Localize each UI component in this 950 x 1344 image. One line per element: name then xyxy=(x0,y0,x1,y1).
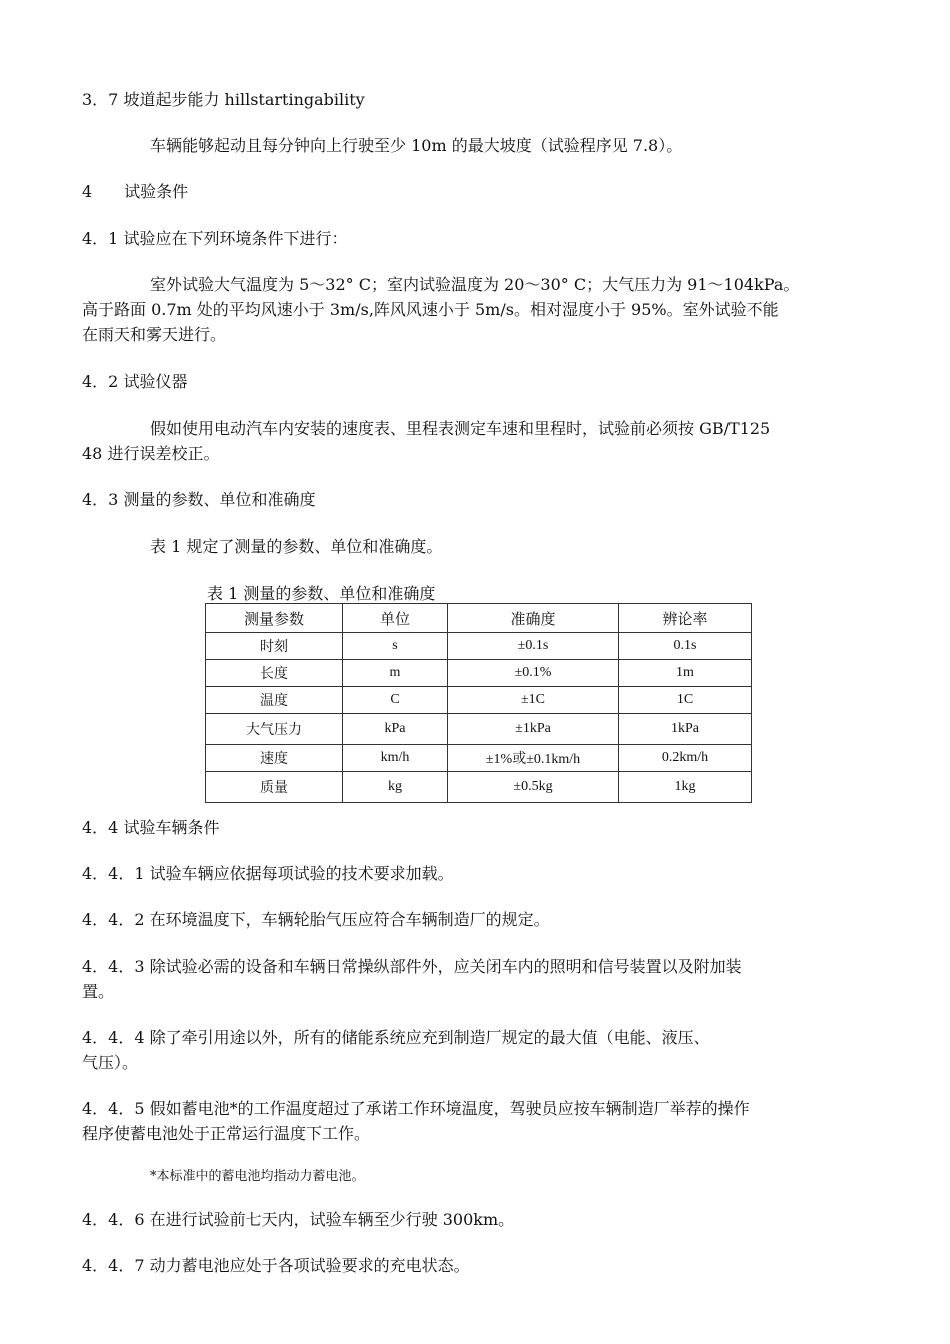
table-row xyxy=(206,714,752,745)
table-row xyxy=(206,660,752,687)
section-4-4-5-line1: 4．4．5 假如蓄电池*的工作温度超过了承诺工作环境温度，驾驶员应按车辆制造厂举荐的操作 xyxy=(82,1099,750,1118)
table-row xyxy=(206,633,752,660)
table-cell: 0.1s xyxy=(619,633,752,660)
section-4-4-6: 4．4．6 在进行试验前七天内，试验车辆至少行驶 300km。 xyxy=(82,1210,515,1229)
table-caption: 表 1 测量的参数、单位和准确度 xyxy=(207,584,436,603)
section-4-1-text-line1: 室外试验大气温度为 5～32° C；室内试验温度为 20～30° C；大气压力为 91～104kPa。 xyxy=(150,275,800,294)
section-3-7-title: 3．7 坡道起步能力 hillstartingability xyxy=(82,90,365,109)
section-4-3-text: 表 1 规定了测量的参数、单位和准确度。 xyxy=(150,537,443,556)
section-4-4-title: 4．4 试验车辆条件 xyxy=(82,818,220,837)
section-4-2-text-line2: 48 进行误差校正。 xyxy=(82,444,220,463)
section-4-4-2: 4．4．2 在环境温度下，车辆轮胎气压应符合车辆制造厂的规定。 xyxy=(82,910,550,929)
section-4-1-text-line3: 在雨天和雾天进行。 xyxy=(82,325,227,344)
table-cell: 大气压力 xyxy=(206,714,343,745)
table-cell: ±0.1% xyxy=(448,660,619,687)
table-header-cell: 单位 xyxy=(343,604,448,633)
table-cell: s xyxy=(343,633,448,660)
table-header-row xyxy=(206,604,752,633)
table-cell: ±1%或±0.1km/h xyxy=(448,745,619,772)
table-cell: 1C xyxy=(619,687,752,714)
table-cell: kPa xyxy=(343,714,448,745)
section-4-title: 4 试验条件 xyxy=(82,182,189,201)
table-cell: ±1C xyxy=(448,687,619,714)
table-row xyxy=(206,745,752,772)
table-cell: 1m xyxy=(619,660,752,687)
table-cell: 温度 xyxy=(206,687,343,714)
measurement-table xyxy=(205,603,752,803)
table-header-cell: 准确度 xyxy=(448,604,619,633)
table-cell: 0.2km/h xyxy=(619,745,752,772)
table-header-cell: 辨论率 xyxy=(619,604,752,633)
table-header-cell: 测量参数 xyxy=(206,604,343,633)
section-4-4-7: 4．4．7 动力蓄电池应处于各项试验要求的充电状态。 xyxy=(82,1256,470,1275)
table-cell: 速度 xyxy=(206,745,343,772)
section-4-1-text-line2: 高于路面 0.7m 处的平均风速小于 3m/s,阵风风速小于 5m/s。相对湿度小于 95%。室外试验不能 xyxy=(82,300,779,319)
table-cell: m xyxy=(343,660,448,687)
section-4-4-4-line2: 气压）。 xyxy=(82,1053,139,1072)
table-cell: km/h xyxy=(343,745,448,772)
table-cell: 长度 xyxy=(206,660,343,687)
table-row xyxy=(206,687,752,714)
table-cell: 1kg xyxy=(619,772,752,803)
table-cell: 质量 xyxy=(206,772,343,803)
section-4-4-4-line1: 4．4．4 除了牵引用途以外，所有的储能系统应充到制造厂规定的最大值（电能、液压、 xyxy=(82,1028,710,1047)
section-4-2-text-line1: 假如使用电动汽车内安装的速度表、里程表测定车速和里程时，试验前必须按 GB/T125 xyxy=(150,419,771,438)
table-cell: 1kPa xyxy=(619,714,752,745)
table-cell: ±0.5kg xyxy=(448,772,619,803)
section-3-7-text: 车辆能够起动且每分钟向上行驶至少 10m 的最大坡度（试验程序见 7.8）。 xyxy=(150,136,683,155)
section-4-4-1: 4．4．1 试验车辆应依据每项试验的技术要求加载。 xyxy=(82,864,454,883)
section-4-2-title: 4．2 试验仪器 xyxy=(82,372,188,391)
table-cell: ±0.1s xyxy=(448,633,619,660)
section-4-1-title: 4．1 试验应在下列环境条件下进行： xyxy=(82,229,348,248)
table-row xyxy=(206,772,752,803)
table-cell: C xyxy=(343,687,448,714)
table-cell: kg xyxy=(343,772,448,803)
section-4-4-3-line1: 4．4．3 除试验必需的设备和车辆日常操纵部件外，应关闭车内的照明和信号装置以及附加装 xyxy=(82,957,742,976)
section-4-4-5-line2: 程序使蓄电池处于正常运行温度下工作。 xyxy=(82,1124,371,1143)
table-cell: 时刻 xyxy=(206,633,343,660)
section-4-4-3-line2: 置。 xyxy=(82,982,115,1001)
footnote: *本标准中的蓄电池均指动力蓄电池。 xyxy=(150,1169,365,1184)
section-4-3-title: 4．3 测量的参数、单位和准确度 xyxy=(82,490,316,509)
table-cell: ±1kPa xyxy=(448,714,619,745)
